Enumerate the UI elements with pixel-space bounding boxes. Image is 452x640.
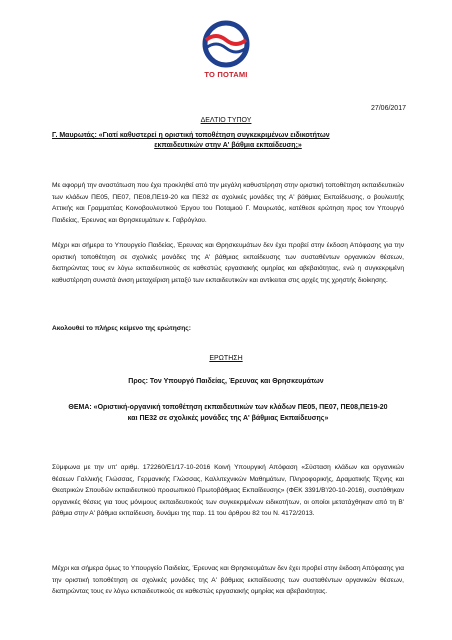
document-title: ΔΕΛΤΙΟ ΤΥΠΟΥ xyxy=(200,117,252,124)
paragraph-delay: Μέχρι και σήμερα το Υπουργείο Παιδείας, Έρευνας και Θρησκευμάτων δεν έχει προβεί στην έκδοση Απόφασης για την οριστική τοποθέτηση σε σχολικές μονάδες της Α' βάθμιας εκπαίδευσης των συσταθέντων οργανικών θέσεων, διατηρώντας τους εν λόγω εκπαιδευτικούς σε καθεστώς εργασιακής ομηρίας και αβεβαιότητας, ενώ η συγκεκριμένη καθυστέρηση συνιστά άνιση μεταχείριση μεταξύ των εκπαιδευτικών και αντίκειται στις αρχές της χρηστής διοίκησης. xyxy=(52,242,404,284)
question-addressee: Προς: Τον Υπουργό Παιδείας, Έρευνας και Θρησκευμάτων xyxy=(128,378,324,385)
full-text-label: Ακολουθεί το πλήρες κείμενο της ερώτησης: xyxy=(52,325,191,332)
subject-line-1: ΘΕΜΑ: «Οριστική-οργανική τοποθέτηση εκπαιδευτικών των κλάδων ΠΕ05, ΠΕ07, ΠΕ08,ΠΕ19-20 xyxy=(68,404,388,411)
paragraph-legal-basis: Σύμφωνα με την υπ' αριθμ. 172260/Ε1/17-10-2016 Κοινή Υπουργική Απόφαση «Σύσταση κλάδων και οργανικών θέσεων Γαλλικής Γλώσσας, Γερμανικής Γλώσσας, Καλλιτεχνικών Μαθημάτων, Πληροφορικής, Δραματικής Τέχνης και Θεατρικών Σπουδών εκπαιδευτικού προσωπικού Πρωτοβάθμιας Εκπαίδευσης» (ΦΕΚ 3391/Β'/20-10-2016), συστάθηκαν οργανικές θέσεις για τους μόνιμους εκπαιδευτικούς των συγκεκριμένων ειδικοτήτων, οι οποίοι μετατάχθηκαν από τη Β' βάθμια στην Α' βάθμια εκπαίδευση, δυνάμει της παρ. 11 του άρθρου 82 του Ν. 4172/2013. xyxy=(52,464,404,518)
paragraph-intro: Με αφορμή την αναστάτωση που έχει προκληθεί από την μεγάλη καθυστέρηση στην οριστική τοποθέτηση εκπαιδευτικών των κλάδων ΠΕ05, ΠΕ07, ΠΕ08,ΠΕ19-20 και ΠΕ32 σε σχολικές μονάδες της Α' βάθμιας Εκπαίδευσης, ο βουλευτής Αττικής και Γραμματέας Κοινοβουλευτικού Έργου του Ποταμιού Γ. Μαυρωτάς, κατέθεσε ερώτηση προς τον Υπουργό Παιδείας, Έρευνας και Θρησκευμάτων κ. Γαβρόγλου. xyxy=(52,182,405,224)
logo-text: ΤΟ ΠΟΤΑΜΙ xyxy=(204,70,248,79)
press-release-subtitle xyxy=(52,131,404,151)
question-subject xyxy=(52,403,404,424)
subtitle-line-1: Γ. Μαυρωτάς: «Γιατί καθυστερεί η οριστική τοποθέτηση συγκεκριμένων ειδικοτήτων xyxy=(52,132,330,139)
document-date: 27/06/2017 xyxy=(370,105,406,112)
question-heading: ΕΡΩΤΗΣΗ xyxy=(209,355,243,362)
river-logo-icon xyxy=(192,20,260,70)
to-potami-logo xyxy=(192,20,260,86)
subtitle-line-2: εκπαιδευτικών στην Α' βάθμια εκπαίδευση;» xyxy=(154,142,302,149)
subject-line-2: και ΠΕ32 σε σχολικές μονάδες της Α' βάθμιας Εκπαίδευσης» xyxy=(127,414,329,422)
paragraph-no-decision: Μέχρι και σήμερα όμως το Υπουργείο Παιδείας, Έρευνας και Θρησκευμάτων δεν έχει προβεί στην έκδοση Απόφασης για την οριστική τοποθέτηση σε σχολικές μονάδες της Α' βάθμιας εκπαίδευσης των συσταθέντων οργανικών θέσεων, διατηρώντας τους εν λόγω εκπαιδευτικούς σε καθεστώς εργασιακής ομηρίας και αβεβαιότητας. xyxy=(52,565,404,596)
